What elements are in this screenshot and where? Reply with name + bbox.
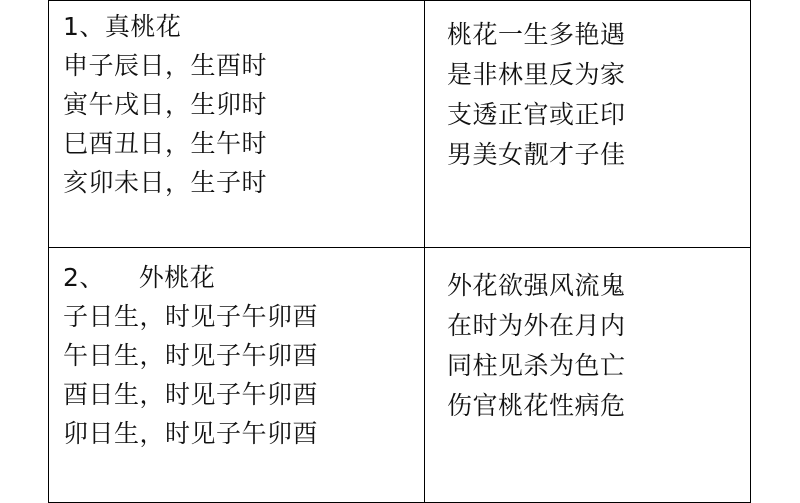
cell-content	[49, 1, 424, 202]
table-row	[49, 248, 751, 503]
section-heading: 1、真桃花	[63, 12, 182, 41]
cell-content	[425, 1, 750, 175]
text-line: 男美女靓才子佳	[447, 140, 626, 169]
text-line: 在时为外在月内	[447, 311, 626, 340]
text-line: 巳酉丑日，生午时	[63, 129, 268, 158]
text-line: 外花欲强风流鬼	[447, 271, 626, 300]
text-line: 伤官桃花性病危	[447, 391, 626, 420]
text-line: 是非林里反为家	[447, 60, 626, 89]
content-table	[48, 0, 751, 503]
table-cell-right-2	[425, 248, 751, 503]
text-line: 卯日生，时见子午卯酉	[63, 419, 319, 448]
table-cell-left-2	[49, 248, 425, 503]
text-line: 寅午戌日，生卯时	[63, 90, 268, 119]
section-heading: 2、 外桃花	[63, 263, 216, 292]
cell-content	[49, 248, 424, 453]
table-cell-left-1	[49, 1, 425, 248]
text-line: 子日生，时见子午卯酉	[63, 302, 319, 331]
text-line: 酉日生，时见子午卯酉	[63, 380, 319, 409]
text-line: 午日生，时见子午卯酉	[63, 341, 319, 370]
text-line: 亥卯未日，生子时	[63, 168, 268, 197]
table-row	[49, 1, 751, 248]
text-line: 申子辰日，生酉时	[63, 51, 268, 80]
text-line: 桃花一生多艳遇	[447, 20, 626, 49]
cell-content	[425, 248, 750, 426]
text-line: 支透正官或正印	[447, 100, 626, 129]
table-cell-right-1	[425, 1, 751, 248]
text-line: 同柱见杀为色亡	[447, 351, 626, 380]
